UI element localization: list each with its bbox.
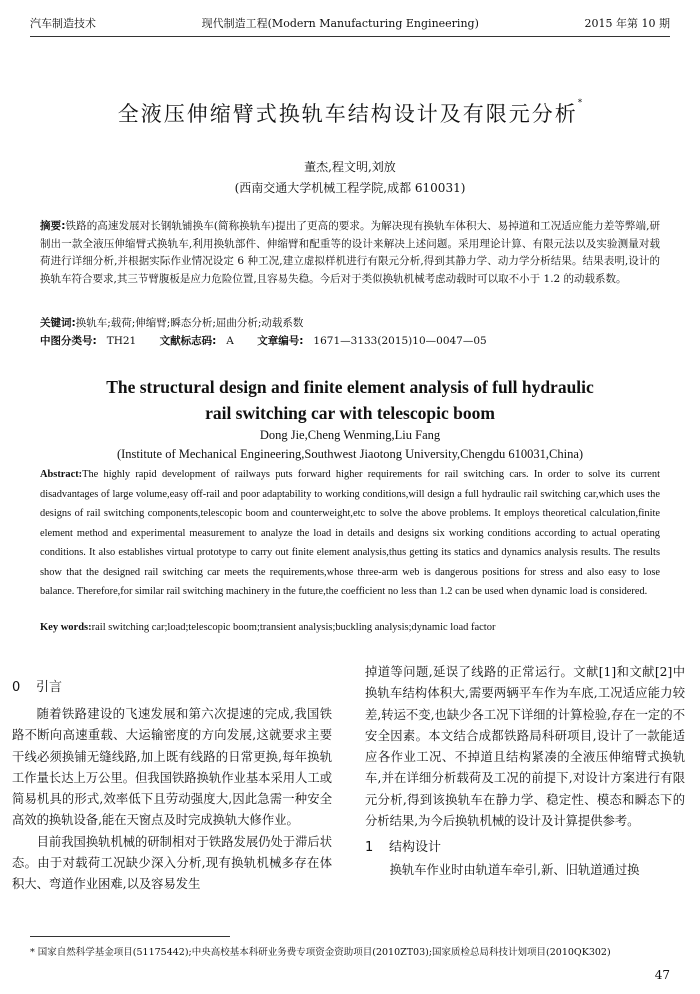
funding-footnote: * 国家自然科学基金项目(51175442);中央高校基本科研业务费专项资金资助项目(2010ZT03);国家质检总局科技计划项目(2010QK302) xyxy=(30,947,611,958)
keywords-en-label: Key words: xyxy=(40,622,92,633)
abstract-en-label: Abstract: xyxy=(40,469,83,480)
issue-label: 2015 年第 10 期 xyxy=(584,17,670,30)
abstract-en-text: The highly rapid development of railways puts forward higher requirements for rail switching cars. In order to solve its current disadvantages of large volume,easy off-rail and poor adaptability to working conditions,will design a full hydraulic rail switching car,which uses the designs of rail switching components,telescopic boom and counterweight,etc to solve the above problems. It employs theoretical calculation,finite element method and experimental measurement to analyze the load in details and designs six working conditions according to actual operating conditions. It also establishes virtual prototype to carry out finite element analysis,thus getting its statics and dynamics analysis results. The results show that the designed rail switching car meets the requirements,whose three-arm web is dangerous positions for stress and also easy to lose balance. Therefore,for similar rail switching machinery in the future,the coefficient no less than 1.2 can be used when dynamic load is considered. xyxy=(40,469,660,597)
classification-cn xyxy=(40,333,660,350)
paper-title-cn xyxy=(0,98,700,128)
authors-cn: 董杰,程文明,刘放 xyxy=(304,160,396,174)
abstract-cn xyxy=(40,218,660,288)
doc-code-label: 文献标志码: xyxy=(159,335,217,347)
article-id-value: 1671—3133(2015)10—0047—05 xyxy=(313,335,487,347)
journal-section-label: 汽车制造技术 xyxy=(30,17,96,30)
article-id-label: 文章编号: xyxy=(257,335,304,347)
section-heading-structure xyxy=(365,836,441,855)
affiliation-en: (Institute of Mechanical Engineering,Southwest Jiaotong University,Chengdu 610031,China) xyxy=(116,447,584,461)
paper-title-cn-text: 全液压伸缩臂式换轨车结构设计及有限元分析 xyxy=(117,102,578,126)
body-paragraph: 目前我国换轨机械的研制相对于铁路发展仍处于滞后状态。由于对载荷工况缺少深入分析,现有换轨机械多存在体积大、弯道作业困难,以及容易发生 xyxy=(12,834,332,892)
section-title: 引言 xyxy=(36,680,63,695)
journal-name: 现代制造工程(Modern Manufacturing Engineering) xyxy=(201,17,479,30)
paper-title-en xyxy=(0,374,700,426)
footnote-divider xyxy=(30,936,230,937)
title-footnote-mark: * xyxy=(577,98,583,108)
body-column-right-section1 xyxy=(365,860,685,881)
body-paragraph: 掉道等问题,延误了线路的正常运行。文献[1]和文献[2]中换轨车结构体积大,需要两辆平车作为车底,工况适应能力较差,转运不变,也缺少各工况下详细的计算检验,存在一定的不安全因素。本文结合成都铁路局科研项目,设计了一款能适应各作业工况、不掉道且结构紧凑的全液压伸缩臂式换轨车,并在详细分析载荷及工况的前提下,对设计方案进行有限元分析,得到该换轨车在静力学、稳定性、模态和瞬态下的分析结果,为今后换轨机械的设计及计算提供参考。 xyxy=(365,665,685,829)
keywords-cn-text: 换轨车;载荷;伸缩臂;瞬态分析;屈曲分析;动载系数 xyxy=(75,317,304,329)
abstract-cn-text: 铁路的高速发展对长钢轨铺换车(简称换轨车)提出了更高的要求。为解决现有换轨车体积大、易掉道和工况适应能力差等弊端,研制出一款全液压伸缩臂式换轨车,利用换轨部件、伸缩臂和配重等的设计来解决上述问题。采用理论计算、有限元法以及实验测量对载荷进行详细分析,并根据实际作业情况设定 6 种工况,建立虚拟样机进行有限元分析,得到其静力学、动力学分析结果。结果表明,设计的换轨车符合要求,其三节臂腹板是应力危险位置,且容易失稳。今后对于类似换轨机械考虑动载时可以取不小于 1.2 的动载系数。 xyxy=(40,220,661,285)
running-header xyxy=(30,14,670,37)
doc-code-value: A xyxy=(226,335,234,347)
keywords-cn xyxy=(40,315,660,332)
body-column-left xyxy=(12,704,332,896)
keywords-en-text: rail switching car;load;telescopic boom;transient analysis;buckling analysis;dynamic load factor xyxy=(91,622,496,633)
paper-title-en-line2: rail switching car with telescopic boom xyxy=(205,403,495,423)
section-number: 0 xyxy=(12,680,21,695)
body-paragraph: 换轨车作业时由轨道车牵引,新、旧轨道通过换 xyxy=(389,863,640,877)
section-heading-intro xyxy=(12,676,62,695)
clc-label: 中图分类号: xyxy=(40,335,97,347)
keywords-en xyxy=(40,622,660,633)
body-paragraph: 随着铁路建设的飞速发展和第六次提速的完成,我国铁路不断向高速重载、大运输密度的方向发展,这就要求主要干线必须换铺无缝线路,加上既有线路的日常更换,每年换轨工作量长达上万公里。但我国铁路换轨作业基本采用人工或简易机具的形式,效率低下且劳动强度大,因此急需一种安全高效的换轨设备,能在天窗点及时完成换轨大修作业。 xyxy=(12,707,332,828)
paper-title-en-line1: The structural design and finite element analysis of full hydraulic xyxy=(106,377,594,397)
clc-value: TH21 xyxy=(106,335,137,347)
keywords-cn-label: 关键词: xyxy=(40,317,76,329)
abstract-cn-label: 摘要: xyxy=(40,220,66,232)
authors-en: Dong Jie,Cheng Wenming,Liu Fang xyxy=(259,428,441,442)
page-number: 47 xyxy=(654,968,670,982)
section-number: 1 xyxy=(365,840,374,855)
section-title: 结构设计 xyxy=(389,840,442,855)
abstract-en xyxy=(40,465,660,602)
body-column-right xyxy=(365,662,685,832)
affiliation-cn: (西南交通大学机械工程学院,成都 610031) xyxy=(234,181,466,195)
